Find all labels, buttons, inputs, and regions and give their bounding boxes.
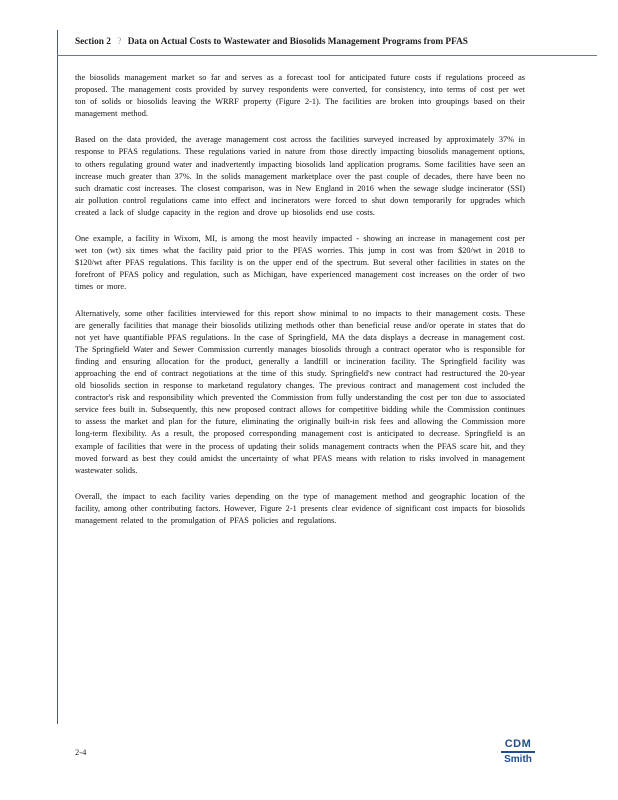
paragraph: Based on the data provided, the average management cost across the facilities surveyed increased by approximately 37% in response to PFAS regulations. These regulations varied in nature from those directly impacting biosolids management options, to others regulating ground water and inadvertently impacting biosolids land application programs. Some facilities have seen an increase much greater than 37%. In the solids management marketplace over the past couple of decades, there have been no such dramatic cost increases. The closest comparison, was in New England in 2016 when the sewage sludge incinerator (SSI) air pollution control regulations came into effect and incinerators were forced to shut down temporarily for upgrades which created a lack of sludge capacity in the region and drove up biosolids end use costs. bbox=[75, 135, 525, 217]
header-separator: ? bbox=[117, 37, 122, 47]
paragraph: One example, a facility in Wixom, MI, is among the most heavily impacted - showing an increase in management cost per wet ton (wt) six times what the facility paid prior to the PFAS worries. This jump in cost was from $20/wt in 2018 to $120/wt after PFAS regulations. This facility is on the upper end of the spectrum. But several other facilities in states on the forefront of PFAS policy and regulation, such as Michigan, have experienced management cost increases on the order of two times or more. bbox=[75, 234, 525, 292]
logo-bar bbox=[501, 751, 535, 753]
paragraph: Overall, the impact to each facility varies depending on the type of management method and geographic location of the facility, among other contributing factors. However, Figure 2-1 presents clear evidence of significant cost impacts for biosolids management related to the promulgation of PFAS policies and regulations. bbox=[75, 491, 525, 525]
header-title: Data on Actual Costs to Wastewater and Biosolids Management Programs from PFAS bbox=[127, 37, 468, 47]
body-text bbox=[75, 72, 525, 541]
cdm-smith-logo bbox=[498, 739, 538, 765]
header-section: Section 2 bbox=[75, 37, 111, 47]
paragraph: the biosolids management market so far and serves as a forecast tool for anticipated future costs if regulations proceed as proposed. The management costs provided by survey respondents were converted, for consistency, into terms of cost per wet ton of solids or biosolids leaving the WRRF property (Figure 2-1). The facilities are broken into groupings based on their management method. bbox=[75, 73, 525, 119]
left-margin-rule bbox=[57, 30, 58, 724]
header-rule bbox=[57, 55, 597, 56]
logo-line-2: Smith bbox=[504, 754, 532, 765]
page-number: 2-4 bbox=[75, 747, 87, 757]
running-header bbox=[75, 37, 595, 47]
logo-line-1: CDM bbox=[504, 738, 532, 750]
paragraph: Alternatively, some other facilities interviewed for this report show minimal to no impacts to their management costs. These are generally facilities that manage their biosolids utilizing methods other than beneficial reuse and/or operate in states that do not yet have quantifiable PFAS regulations. In the case of Springfield, MA the data displays a decrease in management cost. The Springfield Water and Sewer Commission currently manages biosolids through a contract operator who is responsible for finding and ensuring allocation for the product, generally a landfill or incineration facility. The Springfield facility was approaching the end of contract negotiations at the time of this study. Springfield's new contract had restructured the 20-year old biosolids section in response to marketand regulatory changes. The previous contract and management cost included the contractor's risk and responsibility which prevented the Commission from fully understanding the cost per ton due to associated service fees built in. Subsequently, this new proposed contract allows for competitive bidding while the Commission continues to assess the market and plan for the future, eliminating the originally built-in risk fees and allowing the Commission more long-term flexibility. As a result, the proposed corresponding management cost is anticipated to decrease. Springfield is an example of facilities that were in the process of updating their solids management contracts when the PFAS scare hit, and they moved forward as best they could amidst the uncertainty of what PFAS means with relation to risks involved in management wastewater solids. bbox=[75, 308, 525, 475]
